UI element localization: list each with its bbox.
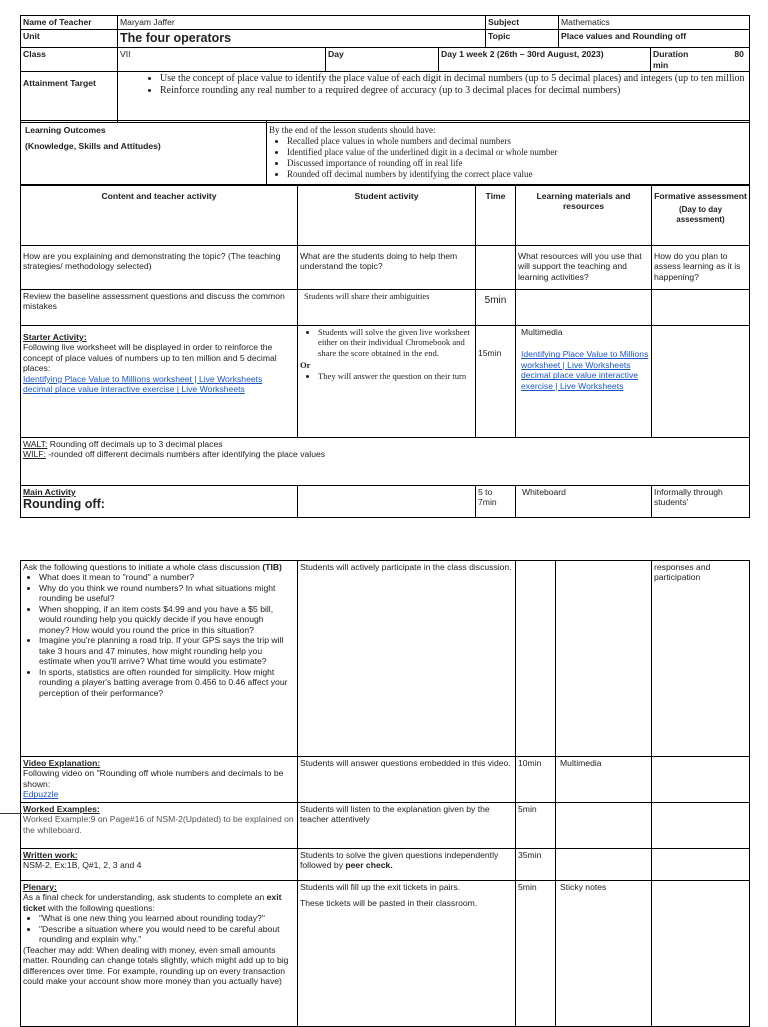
- discussion-content: [21, 561, 298, 757]
- unit-label: Unit: [21, 30, 118, 48]
- question-content: How are you explaining and demonstrating the topic? (The teaching strategies/ methodology selected): [21, 246, 298, 290]
- starter-link-decimal[interactable]: decimal place value interactive exercise | Live Worksheets: [23, 384, 245, 395]
- col-content: Content and teacher activity: [21, 186, 298, 246]
- subject-value: Mathematics: [559, 16, 750, 30]
- starter-content: [21, 326, 298, 438]
- starter-text: Following live worksheet will be displayed in order to reinforce the concept of place values of numbers up to ten million and 5 decimal places:: [23, 342, 277, 374]
- topic-value: Place values and Rounding off: [559, 30, 750, 48]
- plenary-material: Sticky notes: [556, 881, 652, 1027]
- outcomes-table: [20, 120, 750, 185]
- video-content: [21, 757, 298, 803]
- material-link-place-value[interactable]: Identifying Place Value to Millions worksheet | Live Worksheets: [521, 349, 649, 370]
- material-link-decimal[interactable]: decimal place value interactive exercise | Live Worksheets: [521, 370, 639, 391]
- outcomes-list: [267, 121, 750, 185]
- main-title: Main Activity: [23, 487, 76, 497]
- plenary-time: 5min: [516, 881, 556, 1027]
- attainment-item: • Use the concept of place value to identify the place value of each digit in decimal numbers (up to 5 decimal places) and integers (up to ten million: [160, 73, 747, 85]
- teacher-label: Name of Teacher: [21, 16, 118, 30]
- starter-student: [298, 326, 476, 438]
- review-content: Review the baseline assessment questions and discuss the common mistakes: [21, 290, 298, 326]
- discussion-intro: Ask the following questions to initiate a whole class discussion: [23, 562, 263, 572]
- video-material: Multimedia: [556, 757, 652, 803]
- duration-value: Duration 80 min: [651, 48, 750, 72]
- question-formative: How do you plan to assess learning as it is happening?: [652, 246, 750, 290]
- question-student: What are the students doing to help them understand the topic?: [298, 246, 476, 290]
- starter-title: Starter Activity:: [23, 332, 87, 342]
- attainment-item: • Reinforce rounding any real number to a required degree of accuracy (up to 3 decimal places for decimal numbers): [160, 85, 747, 97]
- discussion-question: • Imagine you're planning a road trip. If your GPS says the trip will take 3 hours and 47 minutes, how might rounding help you estimate when you'll arrive? What time would you estimate?: [39, 635, 295, 666]
- class-label: Class: [21, 48, 118, 72]
- attainment-label: Attainment Target: [21, 72, 118, 123]
- plenary-note: (Teacher may add: When dealing with money, even small amounts matter. Rounding can change totals slightly, which might add up to big differences over time. For example, rounding up on every transaction could make your account show more money than you actually have): [23, 944, 289, 987]
- starter-student-item: • They will answer the question on their turn: [318, 371, 473, 381]
- review-student: Students will share their ambiguities: [298, 290, 476, 326]
- outcome-item: • Identified place value of the underlined digit in a decimal or whole number: [287, 147, 747, 158]
- discussion-question: • Why do you think we round numbers? In what situations might rounding be useful?: [39, 583, 295, 604]
- discussion-tib: (TIB): [262, 562, 282, 572]
- topic-label: Topic: [486, 30, 559, 48]
- main-subtitle: Rounding off:: [23, 497, 105, 512]
- margin-mark: [0, 813, 22, 814]
- col-student: Student activity: [298, 186, 476, 246]
- plenary-question: • "Describe a situation where you would need to be careful about rounding and explain why.": [39, 924, 295, 945]
- walt-wilf: [21, 438, 750, 486]
- main-formative: Informally through students’: [652, 486, 750, 518]
- written-title: Written work:: [23, 850, 78, 860]
- video-student: Students will answer questions embedded in this video.: [298, 757, 516, 803]
- col-materials: Learning materials and resources: [516, 186, 652, 246]
- plenary-student: Students will fill up the exit tickets in pairs. These tickets will be pasted in their classroom.: [298, 881, 516, 1027]
- plenary-question: • "What is one new thing you learned about rounding today?": [39, 913, 295, 923]
- class-value: VII: [118, 48, 326, 72]
- main-time: 5 to 7min: [476, 486, 516, 518]
- activity-table-continued: [20, 560, 750, 1027]
- starter-or: Or: [300, 360, 311, 371]
- starter-link-place-value[interactable]: Identifying Place Value to Millions worksheet | Live Worksheets: [23, 373, 263, 384]
- outcome-item: • Discussed importance of rounding off in real life: [287, 158, 747, 169]
- exit-ticket: exit ticket: [23, 892, 282, 913]
- wilf-text: -rounded off different decimals numbers after identifying the place values: [45, 449, 326, 460]
- discussion-student: Students will actively participate in the class discussion.: [298, 561, 516, 757]
- edpuzzle-link[interactable]: Edpuzzle: [23, 789, 59, 800]
- walt-text: Rounding off decimals up to 3 decimal places: [47, 439, 223, 449]
- plenary-title: Plenary:: [23, 882, 57, 892]
- discussion-formative: responses and participation: [652, 561, 750, 757]
- question-materials: What resources will you use that will support the teaching and learning activities?: [516, 246, 652, 290]
- written-content: [21, 849, 298, 881]
- review-time: 5min: [476, 290, 516, 326]
- starter-materials: [516, 326, 652, 438]
- worked-title: Worked Examples:: [23, 804, 100, 814]
- plenary-content: Plenary: As a final check for understanding, ask students to complete an exit ticket with the following questions: • "What is one new thing you learned about rounding today?" • "Describe a situation where you would need to be careful about rounding and explain why." (Teacher may add: When dealing with money, even small amounts matter. Rounding can change totals slightly, which might add up to big differences over time. For example, rounding up on every transaction could make your account show more money than you actually have): [21, 881, 298, 1027]
- written-text: NSM-2, Ex:1B, Q#1, 2, 3 and 4: [23, 860, 142, 871]
- written-student: Students to solve the given questions independently followed by peer check.: [298, 849, 516, 881]
- outcome-item: • Recalled place values in whole numbers and decimal numbers: [287, 136, 747, 147]
- col-time: Time: [476, 186, 516, 246]
- teacher-value: Maryam Jaffer: [118, 16, 486, 30]
- worked-time: 5min: [516, 803, 556, 849]
- attainment-list: [118, 72, 750, 123]
- worked-content: [21, 803, 298, 849]
- outcomes-label: Learning Outcomes (Knowledge, Skills and Attitudes): [21, 121, 267, 185]
- starter-time: 15min: [476, 326, 516, 438]
- col-formative: Formative assessment (Day to day assessment): [652, 186, 750, 246]
- written-time: 35min: [516, 849, 556, 881]
- activity-table: [20, 185, 750, 518]
- worked-student: Students will listen to the explanation given by the teacher attentively: [298, 803, 516, 849]
- outcome-item: • Rounded off decimal numbers by identifying the correct place value: [287, 169, 747, 180]
- worked-text: Worked Example:9 on Page#16 of NSM-2(Updated) to be explained on the whiteboard.: [23, 814, 294, 835]
- discussion-question: • When shopping, if an item costs $4.99 and you have a $5 bill, would rounding help you quickly decide if you have enough money? How would you round the price in this situation?: [39, 604, 295, 635]
- video-time: 10min: [516, 757, 556, 803]
- main-material: Whiteboard: [516, 486, 652, 518]
- day-label: Day: [326, 48, 439, 72]
- peer-check: peer check: [345, 860, 391, 871]
- day-value: Day 1 week 2 (26th – 30rd August, 2023): [439, 48, 651, 72]
- starter-material: Multimedia: [521, 327, 563, 337]
- unit-value: The four operators: [118, 30, 486, 48]
- main-activity: [21, 486, 298, 518]
- video-text: Following video on "Rounding off whole numbers and decimals to be shown:: [23, 768, 284, 789]
- starter-student-item: • Students will solve the given live worksheet either on their individual Chromebook and share the score obtained in the end.: [318, 327, 473, 358]
- discussion-question: • What does it mean to "round" a number?: [39, 572, 295, 582]
- video-title: Video Explanation:: [23, 758, 101, 768]
- outcomes-intro: By the end of the lesson students should have:: [269, 125, 436, 135]
- header-table: [20, 15, 750, 123]
- subject-label: Subject: [486, 16, 559, 30]
- duration-label: Duration: [653, 49, 689, 60]
- wilf-label: WILF:: [23, 449, 46, 460]
- discussion-question: • In sports, statistics are often rounded for simplicity. How might rounding a player's batting average from 0.456 to 0.46 affect your perception of their performance?: [39, 667, 295, 698]
- walt-label: WALT:: [23, 439, 48, 449]
